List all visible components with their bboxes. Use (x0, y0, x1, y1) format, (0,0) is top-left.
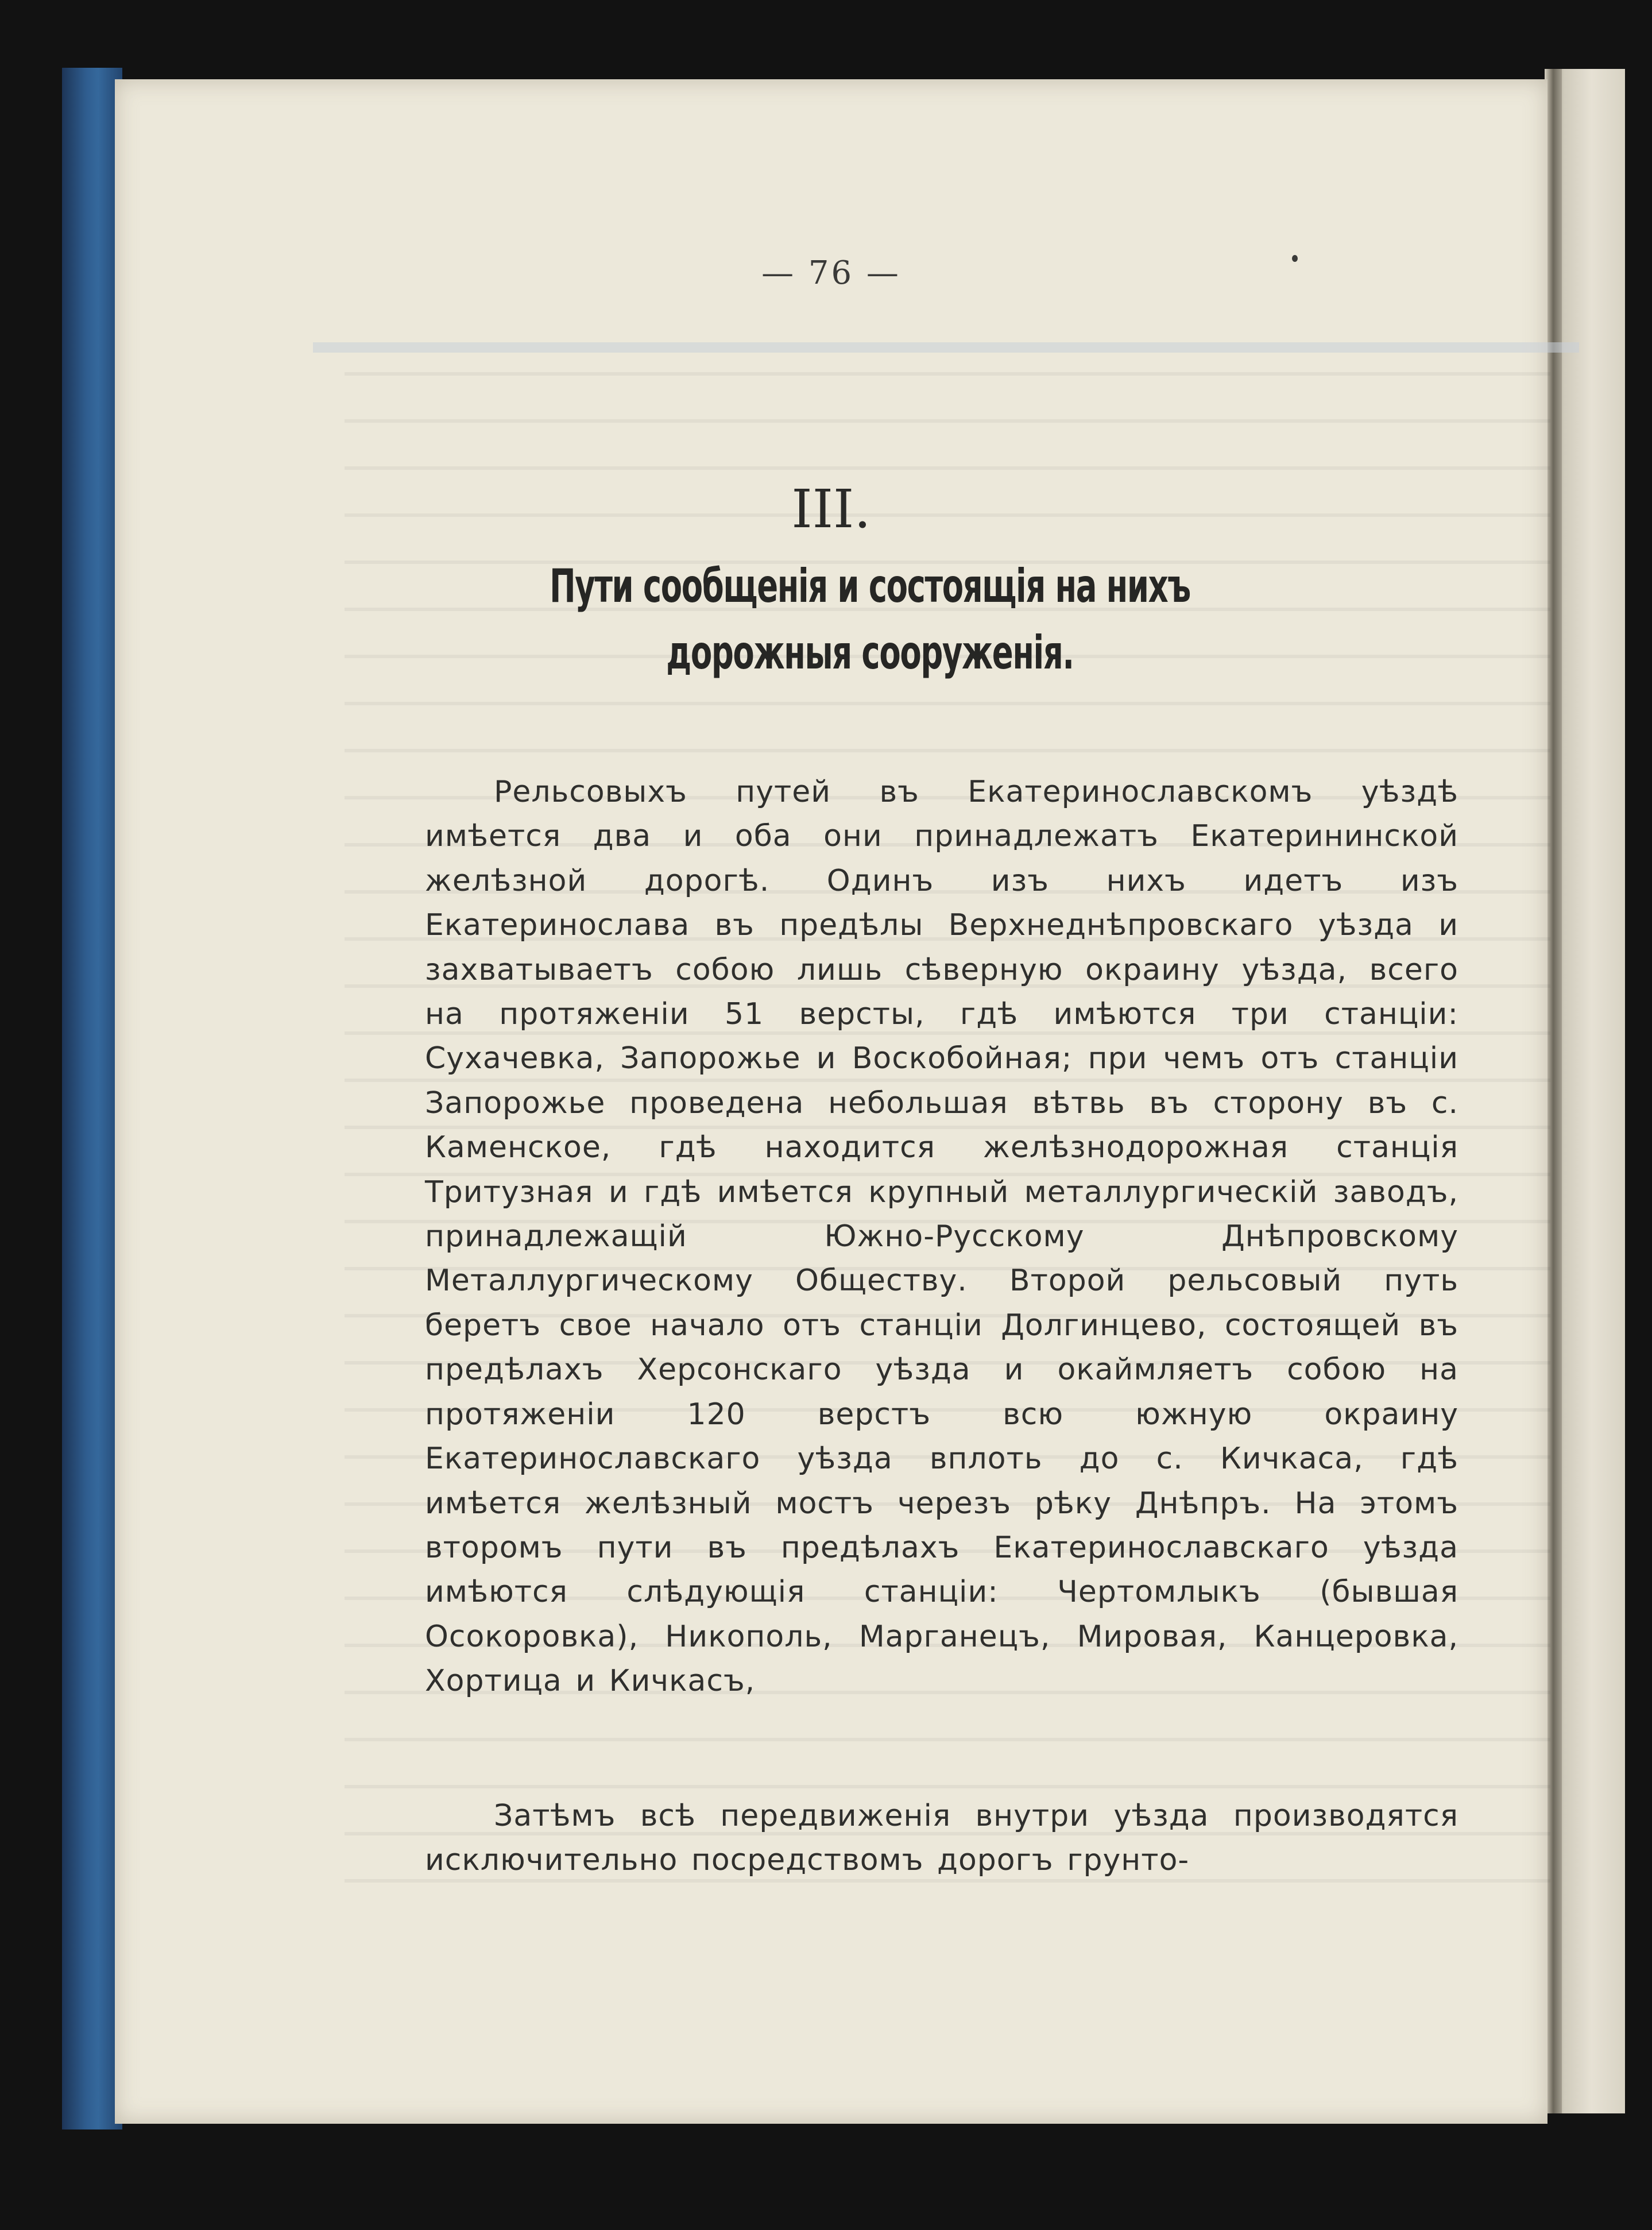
book-page (115, 79, 1547, 2124)
body-paragraph: Рельсовыхъ путей въ Екатеринославскомъ уѣздѣ имѣется два и оба они принадлежатъ Екатерининской желѣзной дорогѣ. Одинъ изъ нихъ идетъ изъ Екатеринослава въ предѣлы Верхнеднѣпровскаго уѣзда и захватываетъ собою лишь сѣверную окраину уѣзда, всего на протяженіи 51 версты, гдѣ имѣются три станціи: Сухачевка, Запорожье и Воскобойная; при чемъ отъ станціи Запорожье проведена небольшая вѣтвь въ сторону въ с. Каменское, гдѣ находится желѣзнодорожная станція Тритузная и гдѣ имѣется крупный металлургическій заводъ, принадлежащій Южно-Русскому Днѣпровскому Металлургическому Обществу. Второй рельсовый путь беретъ свое начало отъ станціи Долгинцево, состоящей въ предѣлахъ Херсонскаго уѣзда и окаймляетъ собою на протяженіи 120 верстъ всю южную окраину Екатеринославскаго уѣзда вплоть до с. Кичкаса, гдѣ имѣется желѣзный мостъ черезъ рѣку Днѣпръ. На этомъ второмъ пути въ предѣлахъ Екатеринославскаго уѣзда имѣются слѣдующія станціи: Чертомлыкъ (бывшая Осокоровка), Никополь, Марганецъ, Мировая, Канцеровка, Хортица и Кичкасъ, (425, 775, 1458, 1699)
page-number: — 76 — (761, 254, 901, 292)
body-paragraph: Затѣмъ всѣ передвиженія внутри уѣзда производятся исключительно посредствомъ дорогъ грунто- (425, 1799, 1458, 1878)
section-heading: Пути сообщенія и состоящія на нихъ дорожныя сооруженія. (550, 559, 1190, 679)
book-binding (62, 68, 122, 2129)
section-number: III. (791, 478, 871, 540)
bleed-through-rule (313, 342, 1579, 353)
